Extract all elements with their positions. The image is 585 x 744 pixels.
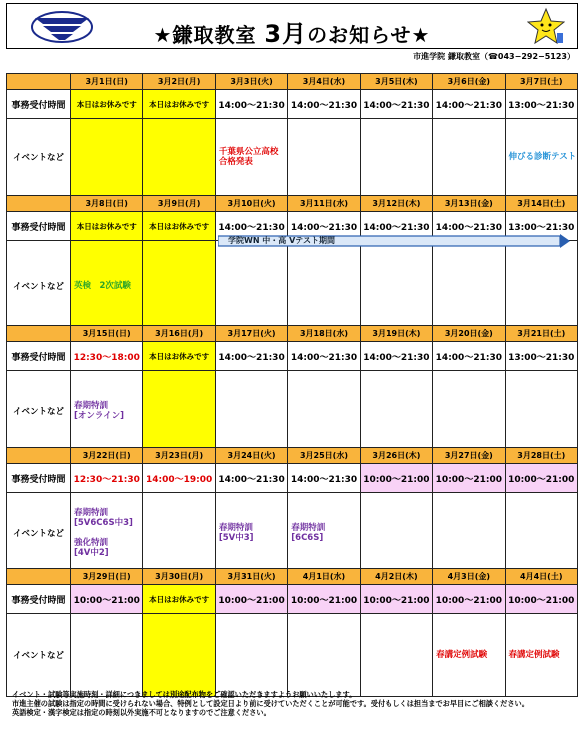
event-text: 春期特訓 [6C6S] — [291, 522, 326, 543]
event-cell — [143, 119, 215, 196]
hours-row-label: 事務受付時間 — [7, 212, 71, 241]
hours-row — [7, 585, 578, 614]
event-cell — [71, 119, 143, 196]
hours-cell: 14:00～21:30 — [215, 464, 287, 493]
event-cell — [505, 119, 577, 196]
corner-cell — [7, 326, 71, 342]
date-cell: 3月2日(月) — [143, 74, 215, 90]
events-row-label: イベントなど — [7, 241, 71, 332]
corner-cell — [7, 196, 71, 212]
school-contact: 市進学院 鎌取教室（☎043−292−5123） — [413, 52, 575, 61]
date-cell: 4月1日(水) — [288, 569, 360, 585]
hours-cell: 本日はお休みです — [143, 585, 215, 614]
event-text: 春期特訓 [5V6C6S中3] 強化特訓 [4V中2] — [74, 507, 133, 559]
hours-row — [7, 464, 578, 493]
event-cell — [360, 371, 432, 452]
events-row — [7, 119, 578, 196]
date-cell: 3月5日(木) — [360, 74, 432, 90]
test-period-label: 学院WN 中・高 Vテスト期間 — [228, 236, 335, 245]
event-cell — [288, 119, 360, 196]
hours-cell: 14:00～21:30 — [433, 90, 505, 119]
hours-cell: 本日はお休みです — [143, 212, 215, 241]
event-cell — [433, 371, 505, 452]
date-cell: 3月20日(金) — [433, 326, 505, 342]
week-table — [6, 73, 578, 196]
week-table — [6, 195, 578, 332]
hours-cell: 14:00～21:30 — [360, 90, 432, 119]
event-text: 春期特訓 [5V中3] — [218, 522, 254, 543]
event-cell — [360, 614, 432, 697]
date-cell: 3月9日(月) — [143, 196, 215, 212]
event-text: 伸びる診断テスト — [508, 151, 577, 162]
corner-cell — [7, 448, 71, 464]
week-table — [6, 447, 578, 574]
footer-line-3: 英語検定・漢字検定は指定の時刻以外実施不可となりますのでご注意ください。 — [12, 708, 271, 717]
event-cell — [71, 241, 143, 332]
event-cell — [288, 371, 360, 452]
hours-cell: 本日はお休みです — [143, 90, 215, 119]
corner-cell — [7, 74, 71, 90]
date-cell: 3月7日(土) — [505, 74, 577, 90]
event-cell — [433, 119, 505, 196]
event-cell — [433, 241, 505, 332]
event-cell — [215, 493, 287, 574]
hours-cell: 14:00～21:30 — [288, 464, 360, 493]
star-mascot-icon — [527, 7, 565, 47]
hours-cell: 13:00～21:30 — [505, 212, 577, 241]
hours-cell: 本日はお休みです — [71, 90, 143, 119]
week-table — [6, 325, 578, 452]
title-prefix: ★鎌取教室 — [153, 23, 265, 47]
hours-row — [7, 90, 578, 119]
date-cell: 3月29日(日) — [71, 569, 143, 585]
date-cell: 3月30日(月) — [143, 569, 215, 585]
events-row — [7, 614, 578, 697]
event-cell — [505, 493, 577, 574]
hours-cell: 14:00～21:30 — [288, 342, 360, 371]
date-row — [7, 74, 578, 90]
date-cell: 4月3日(金) — [433, 569, 505, 585]
page-header — [6, 3, 578, 49]
event-cell — [215, 371, 287, 452]
date-row — [7, 326, 578, 342]
date-cell: 3月12日(木) — [360, 196, 432, 212]
hours-cell: 14:00～21:30 — [215, 90, 287, 119]
hours-cell: 14:00～21:30 — [360, 342, 432, 371]
hours-row-label: 事務受付時間 — [7, 464, 71, 493]
date-cell: 3月22日(日) — [71, 448, 143, 464]
hours-cell: 12:30～18:00 — [71, 342, 143, 371]
event-text: 春講定例試験 — [436, 649, 488, 660]
date-cell: 3月3日(火) — [215, 74, 287, 90]
date-cell: 3月14日(土) — [505, 196, 577, 212]
date-cell: 3月19日(木) — [360, 326, 432, 342]
date-cell: 3月21日(土) — [505, 326, 577, 342]
date-cell: 4月2日(木) — [360, 569, 432, 585]
hours-cell: 14:00～21:30 — [360, 212, 432, 241]
event-text: 英検 2次試験 — [74, 280, 131, 291]
footer-notes — [12, 690, 577, 717]
hours-cell: 10:00～21:00 — [360, 464, 432, 493]
event-cell — [505, 241, 577, 332]
events-row-label: イベントなど — [7, 371, 71, 452]
hours-cell: 本日はお休みです — [71, 212, 143, 241]
event-cell — [71, 493, 143, 574]
events-row-label: イベントなど — [7, 119, 71, 196]
hours-row-label: 事務受付時間 — [7, 342, 71, 371]
hours-cell: 10:00～21:00 — [71, 585, 143, 614]
hours-cell: 10:00～21:00 — [505, 464, 577, 493]
hours-cell: 10:00～21:00 — [288, 585, 360, 614]
hours-cell: 10:00～21:00 — [505, 585, 577, 614]
hours-cell: 14:00～21:30 — [215, 212, 287, 241]
date-cell: 3月6日(金) — [433, 74, 505, 90]
event-text: 千葉県公立高校 合格発表 — [218, 146, 279, 167]
event-cell — [143, 371, 215, 452]
hours-cell: 14:00～21:30 — [433, 342, 505, 371]
date-cell: 3月8日(日) — [71, 196, 143, 212]
date-cell: 3月25日(水) — [288, 448, 360, 464]
date-cell: 3月4日(水) — [288, 74, 360, 90]
event-cell — [433, 614, 505, 697]
footer-line-1: イベント・試験等実施時刻・詳細につきましては別途配布物をご確認いただきますようお願いいたします。 — [12, 690, 357, 699]
title-month: 3月 — [264, 20, 308, 48]
corner-cell — [7, 569, 71, 585]
event-cell — [288, 614, 360, 697]
date-cell: 3月24日(火) — [215, 448, 287, 464]
date-row — [7, 448, 578, 464]
events-row — [7, 371, 578, 452]
event-cell — [505, 371, 577, 452]
date-cell: 3月11日(水) — [288, 196, 360, 212]
hours-cell: 10:00～21:00 — [215, 585, 287, 614]
date-cell: 3月27日(金) — [433, 448, 505, 464]
events-row — [7, 241, 578, 332]
date-cell: 3月1日(日) — [71, 74, 143, 90]
date-cell: 3月10日(火) — [215, 196, 287, 212]
hours-cell: 14:00～21:30 — [288, 90, 360, 119]
event-cell — [143, 614, 215, 697]
date-cell: 3月31日(火) — [215, 569, 287, 585]
event-cell — [71, 371, 143, 452]
hours-cell: 14:00～21:30 — [215, 342, 287, 371]
date-cell: 3月28日(土) — [505, 448, 577, 464]
event-cell — [288, 241, 360, 332]
event-cell — [505, 614, 577, 697]
date-cell: 3月26日(木) — [360, 448, 432, 464]
hours-row-label: 事務受付時間 — [7, 585, 71, 614]
date-cell: 3月23日(月) — [143, 448, 215, 464]
week-table — [6, 568, 578, 697]
events-row — [7, 493, 578, 574]
date-cell: 3月13日(金) — [433, 196, 505, 212]
hours-cell: 14:00～21:30 — [288, 212, 360, 241]
event-cell — [360, 493, 432, 574]
hours-cell: 13:00～21:30 — [505, 342, 577, 371]
hours-cell: 12:30～21:30 — [71, 464, 143, 493]
hours-cell: 10:00～21:00 — [433, 464, 505, 493]
event-cell — [433, 493, 505, 574]
event-cell — [288, 493, 360, 574]
title-suffix: のお知らせ★ — [307, 23, 431, 47]
hours-cell: 10:00～21:00 — [433, 585, 505, 614]
events-row-label: イベントなど — [7, 614, 71, 697]
event-cell — [143, 493, 215, 574]
hours-cell: 本日はお休みです — [143, 342, 215, 371]
footer-line-2: 市進主催の試験は指定の時間に受けられない場合、特例として設定日より前に受けていただくことが可能です。受付もしくは担当までお早目にご相談ください。 — [12, 699, 529, 708]
events-row-label: イベントなど — [7, 493, 71, 574]
hours-row-label: 事務受付時間 — [7, 90, 71, 119]
event-cell — [360, 119, 432, 196]
date-cell: 4月4日(土) — [505, 569, 577, 585]
page-title — [7, 14, 577, 49]
hours-cell: 14:00～21:30 — [433, 212, 505, 241]
event-cell — [71, 614, 143, 697]
event-cell — [360, 241, 432, 332]
date-cell: 3月17日(火) — [215, 326, 287, 342]
event-text: 春期特訓 [オンライン] — [74, 400, 125, 421]
date-row — [7, 196, 578, 212]
hours-cell: 13:00～21:30 — [505, 90, 577, 119]
date-row — [7, 569, 578, 585]
event-cell — [215, 241, 287, 332]
date-cell: 3月18日(水) — [288, 326, 360, 342]
date-cell: 3月15日(日) — [71, 326, 143, 342]
hours-row — [7, 342, 578, 371]
date-cell: 3月16日(月) — [143, 326, 215, 342]
hours-cell: 14:00～19:00 — [143, 464, 215, 493]
event-cell — [215, 614, 287, 697]
event-cell — [215, 119, 287, 196]
hours-cell: 10:00～21:00 — [360, 585, 432, 614]
event-cell — [143, 241, 215, 332]
event-text: 春講定例試験 — [508, 649, 560, 660]
